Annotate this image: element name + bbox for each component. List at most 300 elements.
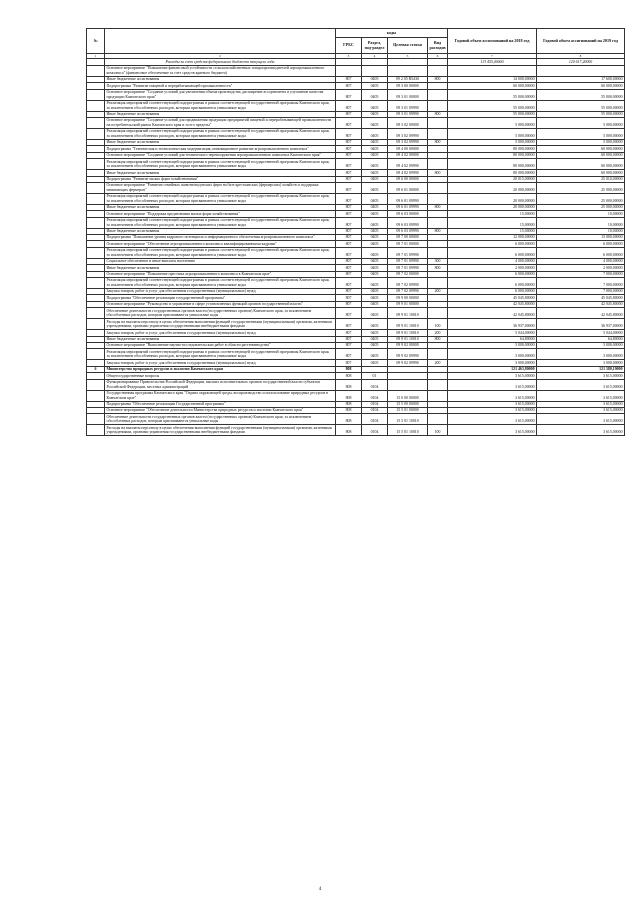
- row-section: 0405: [362, 76, 388, 82]
- row-name: Подпрограмма "Развитие малых форм хозяйствования": [105, 176, 336, 182]
- row-num: [87, 65, 105, 76]
- row-section: 0405: [362, 247, 388, 258]
- row-grbs: 808: [336, 379, 362, 390]
- row-target: 09 4 02 09990: [388, 159, 428, 170]
- row-grbs: 807: [336, 211, 362, 217]
- row-num: [87, 89, 105, 100]
- row-section: 0405: [362, 217, 388, 228]
- row-target: 09 7 01 09990: [388, 265, 428, 271]
- row-amount-2019: 42 045,80000: [537, 301, 625, 307]
- row-amount-2018: 60 000,00000: [448, 83, 537, 89]
- row-exp-type: 800: [428, 111, 448, 117]
- row-amount-2018: 42 045,80000: [448, 301, 537, 307]
- row-name: Расходы на выплаты персоналу в целях обеспечения выполнения функций государственными (муниципальными) органами, казенными учреждениями, органами управления государственными внебюджетными фондами: [105, 319, 336, 330]
- row-grbs: 808: [336, 414, 362, 425]
- row-num: [87, 159, 105, 170]
- table-body: [87, 54, 625, 436]
- row-amount-2018: 15,00000: [448, 211, 537, 217]
- row-amount-2019: 55 000,00000: [537, 89, 625, 100]
- row-grbs: 807: [336, 159, 362, 170]
- row-name: Реализация мероприятий соответствующей подпрограммы в рамках соответствующей государственной программы Камчатского края, за исключением обособленных расходов, которым присваиваются уникальные коды: [105, 247, 336, 258]
- row-exp-type: 100: [428, 425, 448, 436]
- row-exp-type: [428, 193, 448, 204]
- row-target: 15 5 01 00000: [388, 407, 428, 413]
- row-exp-type: [428, 308, 448, 319]
- row-grbs: 807: [336, 152, 362, 158]
- row-grbs: 807: [336, 336, 362, 342]
- row-section: 0405: [362, 182, 388, 193]
- row-exp-type: 800: [428, 170, 448, 176]
- table-row: [87, 65, 625, 76]
- row-target: 09 2 05 R5430: [388, 76, 428, 82]
- row-amount-2019: 42 045,80000: [537, 308, 625, 319]
- row-grbs: 807: [336, 308, 362, 319]
- row-amount-2018: 80 000,00000: [448, 146, 537, 152]
- row-target: 09 4 00 00000: [388, 146, 428, 152]
- row-amount-2019: 3 615,00000: [537, 401, 625, 407]
- row-section: 0405: [362, 278, 388, 289]
- row-target: [388, 65, 428, 76]
- row-amount-2018: 5 044,00000: [448, 330, 537, 336]
- table-row: [87, 379, 625, 390]
- row-exp-type: [428, 379, 448, 390]
- row-grbs: 807: [336, 295, 362, 301]
- column-index-row: 1 2 3 4 5 6 7 8: [87, 54, 625, 59]
- row-num: [87, 182, 105, 193]
- row-amount-2018: 3 615,00000: [448, 379, 537, 390]
- row-target: 09 7 02 09990: [388, 278, 428, 289]
- row-target: 09 9 01 10010: [388, 319, 428, 330]
- row-name: Иные бюджетные ассигнования: [105, 228, 336, 234]
- row-amount-2018: [448, 65, 537, 76]
- row-target: 09 3 01 09990: [388, 100, 428, 111]
- row-name: Основное мероприятие "Создание условий для технического перевооружения агропромышленного комплекса Камчатского края": [105, 152, 336, 158]
- row-section: 0405: [362, 211, 388, 217]
- row-amount-2019: 55 000,00000: [537, 100, 625, 111]
- row-section: 0405: [362, 204, 388, 210]
- row-section: 0104: [362, 414, 388, 425]
- row-num: [87, 414, 105, 425]
- row-target: 09 6 01 09990: [388, 204, 428, 210]
- row-exp-type: [428, 217, 448, 228]
- section-total-2018: 113 455,40000: [448, 59, 537, 65]
- row-num: [87, 247, 105, 258]
- row-num: [87, 319, 105, 330]
- row-name: Закупка товаров, работ и услуг для обеспечения государственных (муниципальных) нужд: [105, 360, 336, 366]
- row-target: 09 7 01 09990: [388, 258, 428, 264]
- row-section: 0405: [362, 265, 388, 271]
- row-target: [388, 379, 428, 390]
- row-grbs: 807: [336, 271, 362, 277]
- row-section: 0104: [362, 407, 388, 413]
- row-num: [87, 349, 105, 360]
- row-section: 0405: [362, 228, 388, 234]
- row-exp-type: [428, 278, 448, 289]
- row-name: Основное мероприятие "Обеспечение агропромышленного комплекса квалифицированными кадрами": [105, 241, 336, 247]
- row-name: Социальное обеспечение и иные выплаты населению: [105, 258, 336, 264]
- row-section: 0405: [362, 152, 388, 158]
- row-section: 0405: [362, 235, 388, 241]
- row-exp-type: 300: [428, 258, 448, 264]
- row-amount-2018: 121 463,80000: [448, 366, 537, 372]
- row-num: 6: [87, 366, 105, 372]
- row-section: 0104: [362, 379, 388, 390]
- row-name: Иные бюджетные ассигнования: [105, 76, 336, 82]
- table-row: [87, 278, 625, 289]
- row-name: Иные бюджетные ассигнования: [105, 204, 336, 210]
- row-amount-2018: 42 045,80000: [448, 308, 537, 319]
- row-target: 09 6 01 00000: [388, 182, 428, 193]
- row-amount-2019: 10,00000: [537, 217, 625, 228]
- row-amount-2018: 15,00000: [448, 217, 537, 228]
- row-amount-2019: 10,00000: [537, 211, 625, 217]
- row-name: Обеспечение деятельности государственных органов власти (государственных органов) Камчатского края, за исключением обособленных расходов, которым присваиваются уникальные коды: [105, 308, 336, 319]
- row-amount-2019: 60 000,00000: [537, 170, 625, 176]
- row-num: [87, 425, 105, 436]
- row-section: 0405: [362, 128, 388, 139]
- row-name: Иные бюджетные ассигнования: [105, 139, 336, 145]
- row-exp-type: [428, 117, 448, 128]
- row-amount-2018: 6 000,00000: [448, 271, 537, 277]
- table-row: [87, 117, 625, 128]
- row-exp-type: 800: [428, 204, 448, 210]
- page-number: 4: [318, 887, 322, 892]
- header-exp-type: Вид расходов: [428, 38, 448, 54]
- row-name: Реализация мероприятий соответствующей подпрограммы в рамках соответствующей государственной программы Камчатского края, за исключением обособленных расходов, которым присваиваются уникальные коды: [105, 278, 336, 289]
- row-grbs: 807: [336, 228, 362, 234]
- row-num: [87, 278, 105, 289]
- header-vol-2018: Годовой объем ассигнований на 2018 год: [448, 29, 537, 54]
- table-row: [87, 182, 625, 193]
- row-name: Подпрограмма "Обеспечение реализации государственной программы": [105, 295, 336, 301]
- row-name: Подпрограмма "Обеспечение реализации Государственной программы": [105, 401, 336, 407]
- row-grbs: 808: [336, 401, 362, 407]
- section-label: Расходы за счет средств федерального бюджета текущего года: [105, 59, 336, 65]
- row-target: 09 9 01 10010: [388, 330, 428, 336]
- row-name: Закупка товаров, работ и услуг для обеспечения государственных (муниципальных) нужд: [105, 289, 336, 295]
- row-amount-2018: 3 000,00000: [448, 349, 537, 360]
- row-grbs: 807: [336, 265, 362, 271]
- row-target: 09 9 01 00000: [388, 301, 428, 307]
- row-amount-2018: 3 615,00000: [448, 373, 537, 379]
- row-section: 0405: [362, 170, 388, 176]
- row-amount-2018: 5 000,00000: [448, 128, 537, 139]
- table-row: [87, 193, 625, 204]
- row-name: Реализация мероприятий соответствующей подпрограммы в рамках соответствующей государственной программы Камчатского края, за исключением обособленных расходов, которым присваиваются уникальные коды: [105, 100, 336, 111]
- row-section: 0405: [362, 193, 388, 204]
- row-amount-2019: 45 045,80000: [537, 295, 625, 301]
- row-amount-2018: 6 000,00000: [448, 289, 537, 295]
- row-target: 09 6 00 00000: [388, 176, 428, 182]
- row-exp-type: [428, 414, 448, 425]
- row-amount-2018: 80 000,00000: [448, 159, 537, 170]
- row-amount-2019: 7 000,00000: [537, 271, 625, 277]
- row-grbs: 807: [336, 128, 362, 139]
- row-target: 09 9 01 10010: [388, 308, 428, 319]
- row-amount-2018: 55 000,00000: [448, 111, 537, 117]
- row-target: 15 5 01 10010: [388, 414, 428, 425]
- row-exp-type: [428, 247, 448, 258]
- row-section: 0405: [362, 301, 388, 307]
- row-amount-2019: 5 000,00000: [537, 117, 625, 128]
- row-grbs: [336, 65, 362, 76]
- row-exp-type: 800: [428, 76, 448, 82]
- row-target: 15 5 00 00000: [388, 401, 428, 407]
- row-target: 09 4 02 00000: [388, 152, 428, 158]
- row-amount-2019: 36 937,00000: [537, 319, 625, 330]
- row-target: 15 5 01 10010: [388, 425, 428, 436]
- table-row: [87, 100, 625, 111]
- row-exp-type: [428, 89, 448, 100]
- row-amount-2018: 3 000,00000: [448, 360, 537, 366]
- row-amount-2019: 60 000,00000: [537, 152, 625, 158]
- row-amount-2019: 3 000,00000: [537, 349, 625, 360]
- row-section: 0405: [362, 330, 388, 336]
- row-target: 09 6 01 09990: [388, 193, 428, 204]
- row-section: 0104: [362, 390, 388, 401]
- row-grbs: 807: [336, 89, 362, 100]
- row-grbs: 807: [336, 193, 362, 204]
- row-name: Реализация мероприятий соответствующей подпрограммы в рамках соответствующей государственной программы Камчатского края, за исключением обособленных расходов, которым присваиваются уникальные коды: [105, 159, 336, 170]
- row-amount-2019: 60 000,00000: [537, 83, 625, 89]
- row-section: 0405: [362, 111, 388, 117]
- row-target: 09 3 02 00000: [388, 117, 428, 128]
- row-name: Закупка товаров, работ и услуг для обеспечения государственных (муниципальных) нужд: [105, 330, 336, 336]
- row-target: 09 9 02 00000: [388, 342, 428, 348]
- row-amount-2019: 6 000,00000: [537, 241, 625, 247]
- row-name: Основное мероприятие "Повышение финансовой устойчивости сельскохозяйственных товаропроизводителей агропромышленного комплекса" (финансовое обеспечение за счет средств краевого бюджета): [105, 65, 336, 76]
- row-section: 01: [362, 373, 388, 379]
- row-exp-type: [428, 128, 448, 139]
- row-section: 0405: [362, 139, 388, 145]
- table-row: [87, 89, 625, 100]
- row-name: Государственная программа Камчатского края "Охрана окружающей среды, воспроизводство и использование природных ресурсов в Камчатском крае": [105, 390, 336, 401]
- row-exp-type: 800: [428, 228, 448, 234]
- row-name: Подпрограмма "Развитие пищевой и перерабатывающей промышленности": [105, 83, 336, 89]
- row-target: 09 4 02 09990: [388, 170, 428, 176]
- table-row: [87, 247, 625, 258]
- row-exp-type: [428, 65, 448, 76]
- row-amount-2018: 6 000,00000: [448, 241, 537, 247]
- row-amount-2019: 3 000,00000: [537, 360, 625, 366]
- row-section: 0104: [362, 425, 388, 436]
- row-exp-type: 800: [428, 139, 448, 145]
- row-amount-2019: 3 615,00000: [537, 390, 625, 401]
- row-name: Иные бюджетные ассигнования: [105, 111, 336, 117]
- row-exp-type: [428, 349, 448, 360]
- row-grbs: 807: [336, 182, 362, 193]
- row-grbs: 807: [336, 301, 362, 307]
- row-amount-2018: 3 615,00000: [448, 407, 537, 413]
- row-target: 09 3 00 00000: [388, 83, 428, 89]
- table-row: [87, 159, 625, 170]
- row-amount-2019: 3 615,00000: [537, 414, 625, 425]
- row-exp-type: 200: [428, 360, 448, 366]
- row-num: [87, 217, 105, 228]
- row-amount-2019: 13 000,00000: [537, 235, 625, 241]
- row-exp-type: [428, 100, 448, 111]
- header-grbs: ГРБС: [336, 38, 362, 54]
- row-grbs: 807: [336, 204, 362, 210]
- table-row: [87, 390, 625, 401]
- row-section: 0405: [362, 89, 388, 100]
- row-num: [87, 193, 105, 204]
- row-amount-2019: 7 000,00000: [537, 278, 625, 289]
- table-row: [87, 308, 625, 319]
- row-amount-2019: 64,80000: [537, 336, 625, 342]
- row-amount-2019: 5 000,00000: [537, 139, 625, 145]
- row-section: 0405: [362, 336, 388, 342]
- header-name: [105, 29, 336, 54]
- row-exp-type: 800: [428, 265, 448, 271]
- row-amount-2018: 45 045,80000: [448, 295, 537, 301]
- row-name: Основное мероприятие "Руководство и управление в сфере установленных функций органов государственной власти": [105, 301, 336, 307]
- row-amount-2018: 20 000,00000: [448, 193, 537, 204]
- row-amount-2018: 3 000,00000: [448, 342, 537, 348]
- row-name: Министерство природных ресурсов и экологии Камчатского края: [105, 366, 336, 372]
- row-amount-2019: 7 000,00000: [537, 289, 625, 295]
- row-exp-type: [428, 390, 448, 401]
- row-amount-2019: 25 000,00000: [537, 193, 625, 204]
- row-section: 0405: [362, 159, 388, 170]
- row-target: 09 9 02 09990: [388, 349, 428, 360]
- row-name: Иные бюджетные ассигнования: [105, 170, 336, 176]
- row-amount-2019: 10,00000: [537, 228, 625, 234]
- row-section: 0405: [362, 258, 388, 264]
- row-grbs: 807: [336, 289, 362, 295]
- row-target: 09 3 01 09990: [388, 111, 428, 117]
- row-num: [87, 379, 105, 390]
- table-row: [87, 217, 625, 228]
- row-amount-2018: 12 000,00000: [448, 235, 537, 241]
- row-amount-2018: 64,80000: [448, 336, 537, 342]
- row-amount-2018: 20 000,00000: [448, 182, 537, 193]
- row-amount-2019: 60 000,00000: [537, 146, 625, 152]
- row-amount-2019: 4 000,00000: [537, 258, 625, 264]
- row-amount-2019: 3 615,00000: [537, 373, 625, 379]
- row-section: 0405: [362, 308, 388, 319]
- row-amount-2018: 4 000,00000: [448, 258, 537, 264]
- row-name: Подпрограмма "Техническая и технологическая модернизация, инновационное развитие агропромышленного комплекса": [105, 146, 336, 152]
- row-grbs: 808: [336, 366, 362, 372]
- row-section: 0405: [362, 289, 388, 295]
- row-amount-2019: 60 000,00000: [537, 159, 625, 170]
- row-exp-type: [428, 182, 448, 193]
- row-name: Реализация мероприятий соответствующей подпрограммы в рамках соответствующей государственной программы Камчатского края, за исключением обособленных расходов, которым присваиваются уникальные коды: [105, 193, 336, 204]
- row-target: 09 9 00 00000: [388, 295, 428, 301]
- row-target: 09 6 03 09990: [388, 217, 428, 228]
- row-grbs: 807: [336, 217, 362, 228]
- row-section: 0405: [362, 83, 388, 89]
- row-amount-2019: 25 010,00000: [537, 176, 625, 182]
- row-amount-2019: 2 000,00000: [537, 265, 625, 271]
- row-amount-2018: 36 937,00000: [448, 319, 537, 330]
- row-amount-2018: 55 000,00000: [448, 89, 537, 100]
- row-target: 09 7 02 09990: [388, 289, 428, 295]
- row-amount-2018: 5 000,00000: [448, 139, 537, 145]
- row-amount-2019: 5 044,00000: [537, 330, 625, 336]
- row-grbs: 807: [336, 111, 362, 117]
- row-grbs: 808: [336, 425, 362, 436]
- table-row: [87, 349, 625, 360]
- row-grbs: 807: [336, 146, 362, 152]
- row-exp-type: 800: [428, 336, 448, 342]
- row-grbs: 807: [336, 342, 362, 348]
- row-amount-2018: 80 000,00000: [448, 152, 537, 158]
- row-section: 0405: [362, 176, 388, 182]
- table-header: [87, 29, 625, 54]
- row-grbs: 807: [336, 319, 362, 330]
- row-section: 0405: [362, 100, 388, 111]
- row-name: Общегосударственные вопросы: [105, 373, 336, 379]
- row-amount-2018: 6 000,00000: [448, 278, 537, 289]
- row-grbs: 807: [336, 278, 362, 289]
- row-name: Основное мероприятие "Развитие семейных животноводческих ферм на базе крестьянских (фермерских) хозяйств и поддержка начинающих фермеров": [105, 182, 336, 193]
- row-grbs: 807: [336, 360, 362, 366]
- row-amount-2019: 55 000,00000: [537, 111, 625, 117]
- row-grbs: 807: [336, 247, 362, 258]
- section-total-2019: 120 617,20000: [537, 59, 625, 65]
- row-amount-2019: 121 580,19000: [537, 366, 625, 372]
- row-grbs: 808: [336, 390, 362, 401]
- row-section: 0405: [362, 146, 388, 152]
- row-amount-2018: 20 015,00000: [448, 176, 537, 182]
- row-grbs: 807: [336, 349, 362, 360]
- row-amount-2019: 6 000,00000: [537, 247, 625, 258]
- row-amount-2018: 3 615,00000: [448, 390, 537, 401]
- row-grbs: 807: [336, 258, 362, 264]
- row-grbs: 807: [336, 241, 362, 247]
- header-section: Раздел, под-раздел: [362, 38, 388, 54]
- row-target: 09 6 03 09990: [388, 228, 428, 234]
- row-section: 0405: [362, 117, 388, 128]
- row-section: 0405: [362, 319, 388, 330]
- table-row: [87, 128, 625, 139]
- row-name: Основное мероприятие "Поддержка кредитования малых форм хозяйствования": [105, 211, 336, 217]
- row-section: 0405: [362, 360, 388, 366]
- header-target: Целевая статья: [388, 38, 428, 54]
- row-amount-2018: 20 000,00000: [448, 204, 537, 210]
- row-amount-2019: 3 615,00000: [537, 425, 625, 436]
- row-grbs: 807: [336, 235, 362, 241]
- row-section: [362, 65, 388, 76]
- row-amount-2018: 3 615,00000: [448, 425, 537, 436]
- row-amount-2018: 14 000,00000: [448, 76, 537, 82]
- header-num: №: [87, 29, 105, 54]
- row-num: [87, 117, 105, 128]
- row-target: 09 7 01 00000: [388, 241, 428, 247]
- row-name: Подпрограмма "Повышение уровня кадрового потенциала и информационного обеспечения агропромышленного комплекса": [105, 235, 336, 241]
- row-target: 09 9 02 09990: [388, 360, 428, 366]
- row-name: Основное мероприятие "Повышение престижа агропромышленного комплекса в Камчатском крае": [105, 271, 336, 277]
- row-grbs: 807: [336, 139, 362, 145]
- row-amount-2019: 17 600,00000: [537, 76, 625, 82]
- row-name: Иные бюджетные ассигнования: [105, 265, 336, 271]
- row-target: 09 3 02 09990: [388, 128, 428, 139]
- row-exp-type: 200: [428, 330, 448, 336]
- row-name: Основное мероприятие "Обеспечение деятельности Министерства природных ресурсов и экологии Камчатского края": [105, 407, 336, 413]
- row-name: Реализация мероприятий соответствующей подпрограммы в рамках соответствующей государственной программы Камчатского края, за исключением обособленных расходов, которым присваиваются уникальные коды: [105, 217, 336, 228]
- row-amount-2019: 25 000,00000: [537, 204, 625, 210]
- row-grbs: 807: [336, 76, 362, 82]
- row-num: [87, 100, 105, 111]
- row-target: 09 7 00 00000: [388, 235, 428, 241]
- row-name: Иные бюджетные ассигнования: [105, 336, 336, 342]
- row-amount-2019: 5 000,00000: [537, 128, 625, 139]
- row-name: Реализация мероприятий соответствующей подпрограммы в рамках соответствующей государственной программы Камчатского края, за исключением обособленных расходов, которым присваиваются уникальные коды: [105, 349, 336, 360]
- row-name: Функционирование Правительства Российской Федерации, высших исполнительных органов государственной власти субъектов Российской Федерации, местных администраций: [105, 379, 336, 390]
- row-target: 09 9 01 10010: [388, 336, 428, 342]
